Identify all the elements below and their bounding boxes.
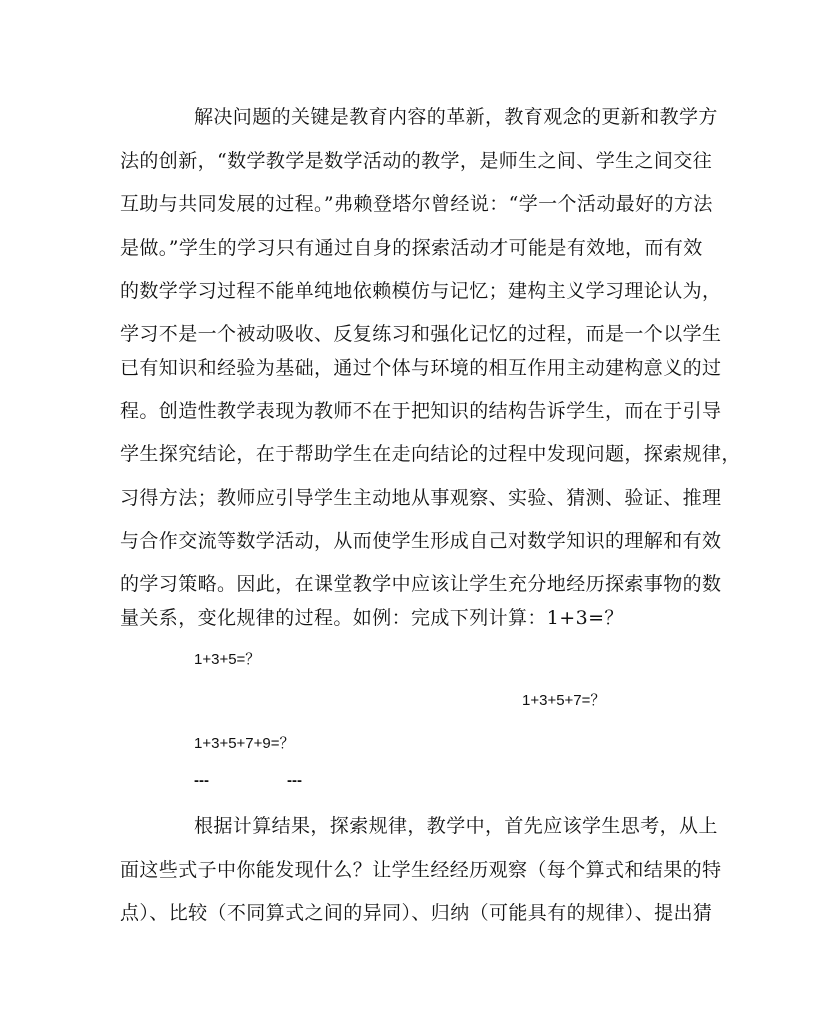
formula-sum-3: 1+3+5=？ bbox=[194, 651, 261, 668]
ellipsis-dashes-right: --- bbox=[287, 772, 302, 789]
ellipsis-dashes-left: --- bbox=[194, 772, 209, 789]
paragraph-1-line-7: 已有知识和经验为基础，通过个体与环境的相互作用主动建构意义的过 bbox=[120, 357, 722, 379]
formula-sum-5: 1+3+5+7+9=？ bbox=[194, 735, 295, 752]
paragraph-1-line-6: 学习不是一个被动吸收、反复练习和强化记忆的过程，而是一个以学生 bbox=[120, 323, 722, 345]
paragraph-1-line-8: 程。创造性教学表现为教师不在于把知识的结构告诉学生，而在于引导 bbox=[120, 400, 722, 422]
paragraph-1-line-1: 解决问题的关键是教育内容的革新，教育观念的更新和教学方 bbox=[194, 106, 718, 128]
paragraph-1-line-13: 量关系，变化规律的过程。如例：完成下列计算：1+3=？ bbox=[120, 607, 624, 629]
paragraph-2-line-1: 根据计算结果，探索规律，教学中，首先应该学生思考，从上 bbox=[194, 815, 718, 837]
paragraph-2-line-3: 点）、比较（不同算式之间的异同）、归纳（可能具有的规律）、提出猜 bbox=[120, 902, 713, 924]
paragraph-2-line-2: 面这些式子中你能发现什么？让学生经经历观察（每个算式和结果的特 bbox=[120, 859, 722, 881]
paragraph-1-line-12: 的学习策略。因此，在课堂教学中应该让学生充分地经历探索事物的数 bbox=[120, 573, 722, 595]
paragraph-1-line-3: 互助与共同发展的过程。”弗赖登塔尔曾经说：“学一个活动最好的方法 bbox=[120, 193, 713, 215]
paragraph-1-line-11: 与合作交流等数学活动，从而使学生形成自己对数学知识的理解和有效 bbox=[120, 530, 722, 552]
paragraph-1-line-2: 法的创新，“数学教学是数学活动的教学，是师生之间、学生之间交往 bbox=[120, 150, 713, 172]
paragraph-1-line-5: 的数学学习过程不能单纯地依赖模仿与记忆；建构主义学习理论认为， bbox=[120, 280, 722, 302]
paragraph-1-line-9: 学生探究结论，在于帮助学生在走向结论的过程中发现问题，探索规律， bbox=[120, 443, 741, 465]
paragraph-1-line-4: 是做。”学生的学习只有通过自身的探索活动才可能是有效地，而有效 bbox=[120, 237, 703, 259]
formula-sum-4: 1+3+5+7=？ bbox=[522, 692, 606, 709]
paragraph-1-line-10: 习得方法；教师应引导学生主动地从事观察、实验、猜测、验证、推理 bbox=[120, 487, 722, 509]
